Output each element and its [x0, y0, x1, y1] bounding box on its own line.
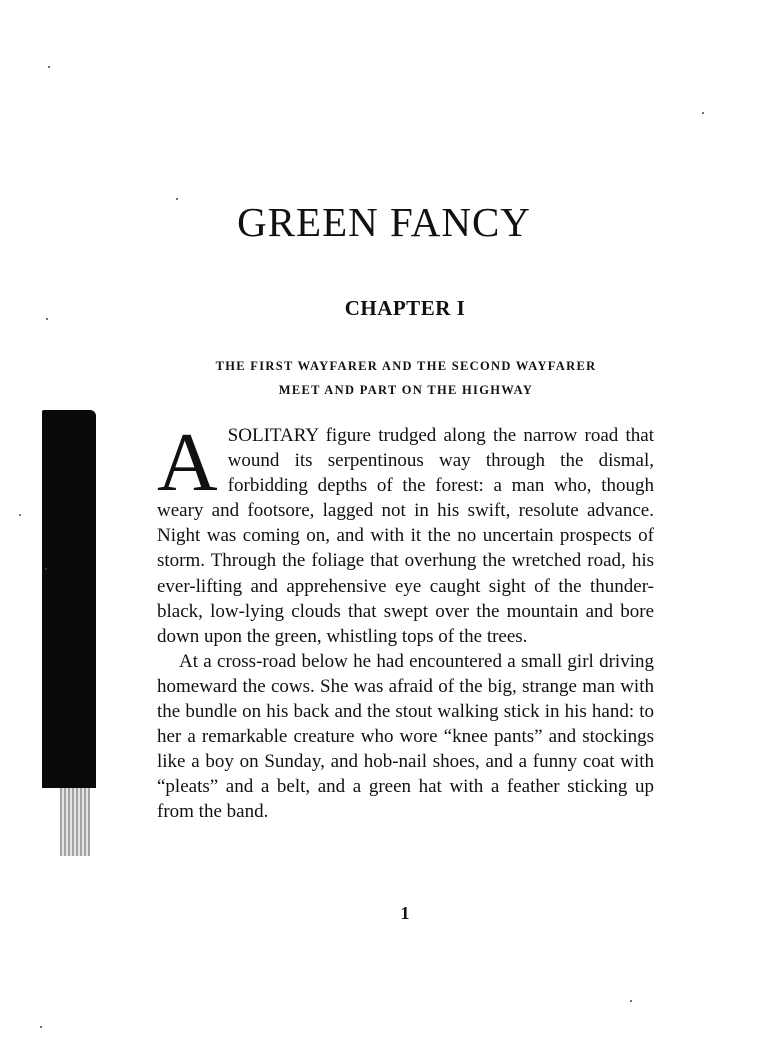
- binding-shadow-fade: [60, 788, 90, 856]
- chapter-subtitle-line: THE FIRST WAYFARER AND THE SECOND WAYFARER: [215, 359, 597, 373]
- scan-speck: [630, 1000, 632, 1002]
- binding-shadow: [42, 410, 96, 788]
- scan-speck: [40, 1026, 42, 1028]
- drop-cap: A: [157, 416, 218, 509]
- scan-speck: [45, 568, 47, 570]
- page-number: 1: [400, 903, 410, 923]
- chapter-body: [157, 416, 654, 825]
- book-title: GREEN FANCY: [237, 199, 531, 245]
- paragraph: [157, 416, 654, 649]
- chapter-subtitle-line: MEET AND PART ON THE HIGHWAY: [278, 383, 534, 397]
- paragraph-text: SOLITARY figure trudged along the narrow road that wound its serpentinous way through the dismal, forbidding depths of the forest: a man who, though weary and footsore, lagged not in his swift, resolute advance. Night was coming on, and with it the no uncertain prospects of storm. Through the foliage that overhung the wretched road, his ever-lifting and apprehensive eye caught sight of the thunder-black, low-lying clouds that swept over the mountain and bore down upon the green, whistling tops of the trees.: [157, 425, 654, 647]
- chapter-heading: CHAPTER I: [344, 296, 466, 320]
- paragraph: At a cross-road below he had encountered a small girl driving homeward the cows. She was afraid of the big, strange man with the bundle on his back and the stout walking stick in his hand: to her a remarkable creature who wore “knee pants” and stockings like a boy on Sunday, and hob-nail shoes, and a funny coat with “pleats” and a belt, and a green hat with a feather sticking up from the band.: [157, 650, 654, 823]
- scan-speck: [19, 514, 21, 516]
- chapter-subtitle: [158, 354, 654, 402]
- scan-speck: [702, 112, 704, 114]
- scan-speck: [48, 66, 50, 68]
